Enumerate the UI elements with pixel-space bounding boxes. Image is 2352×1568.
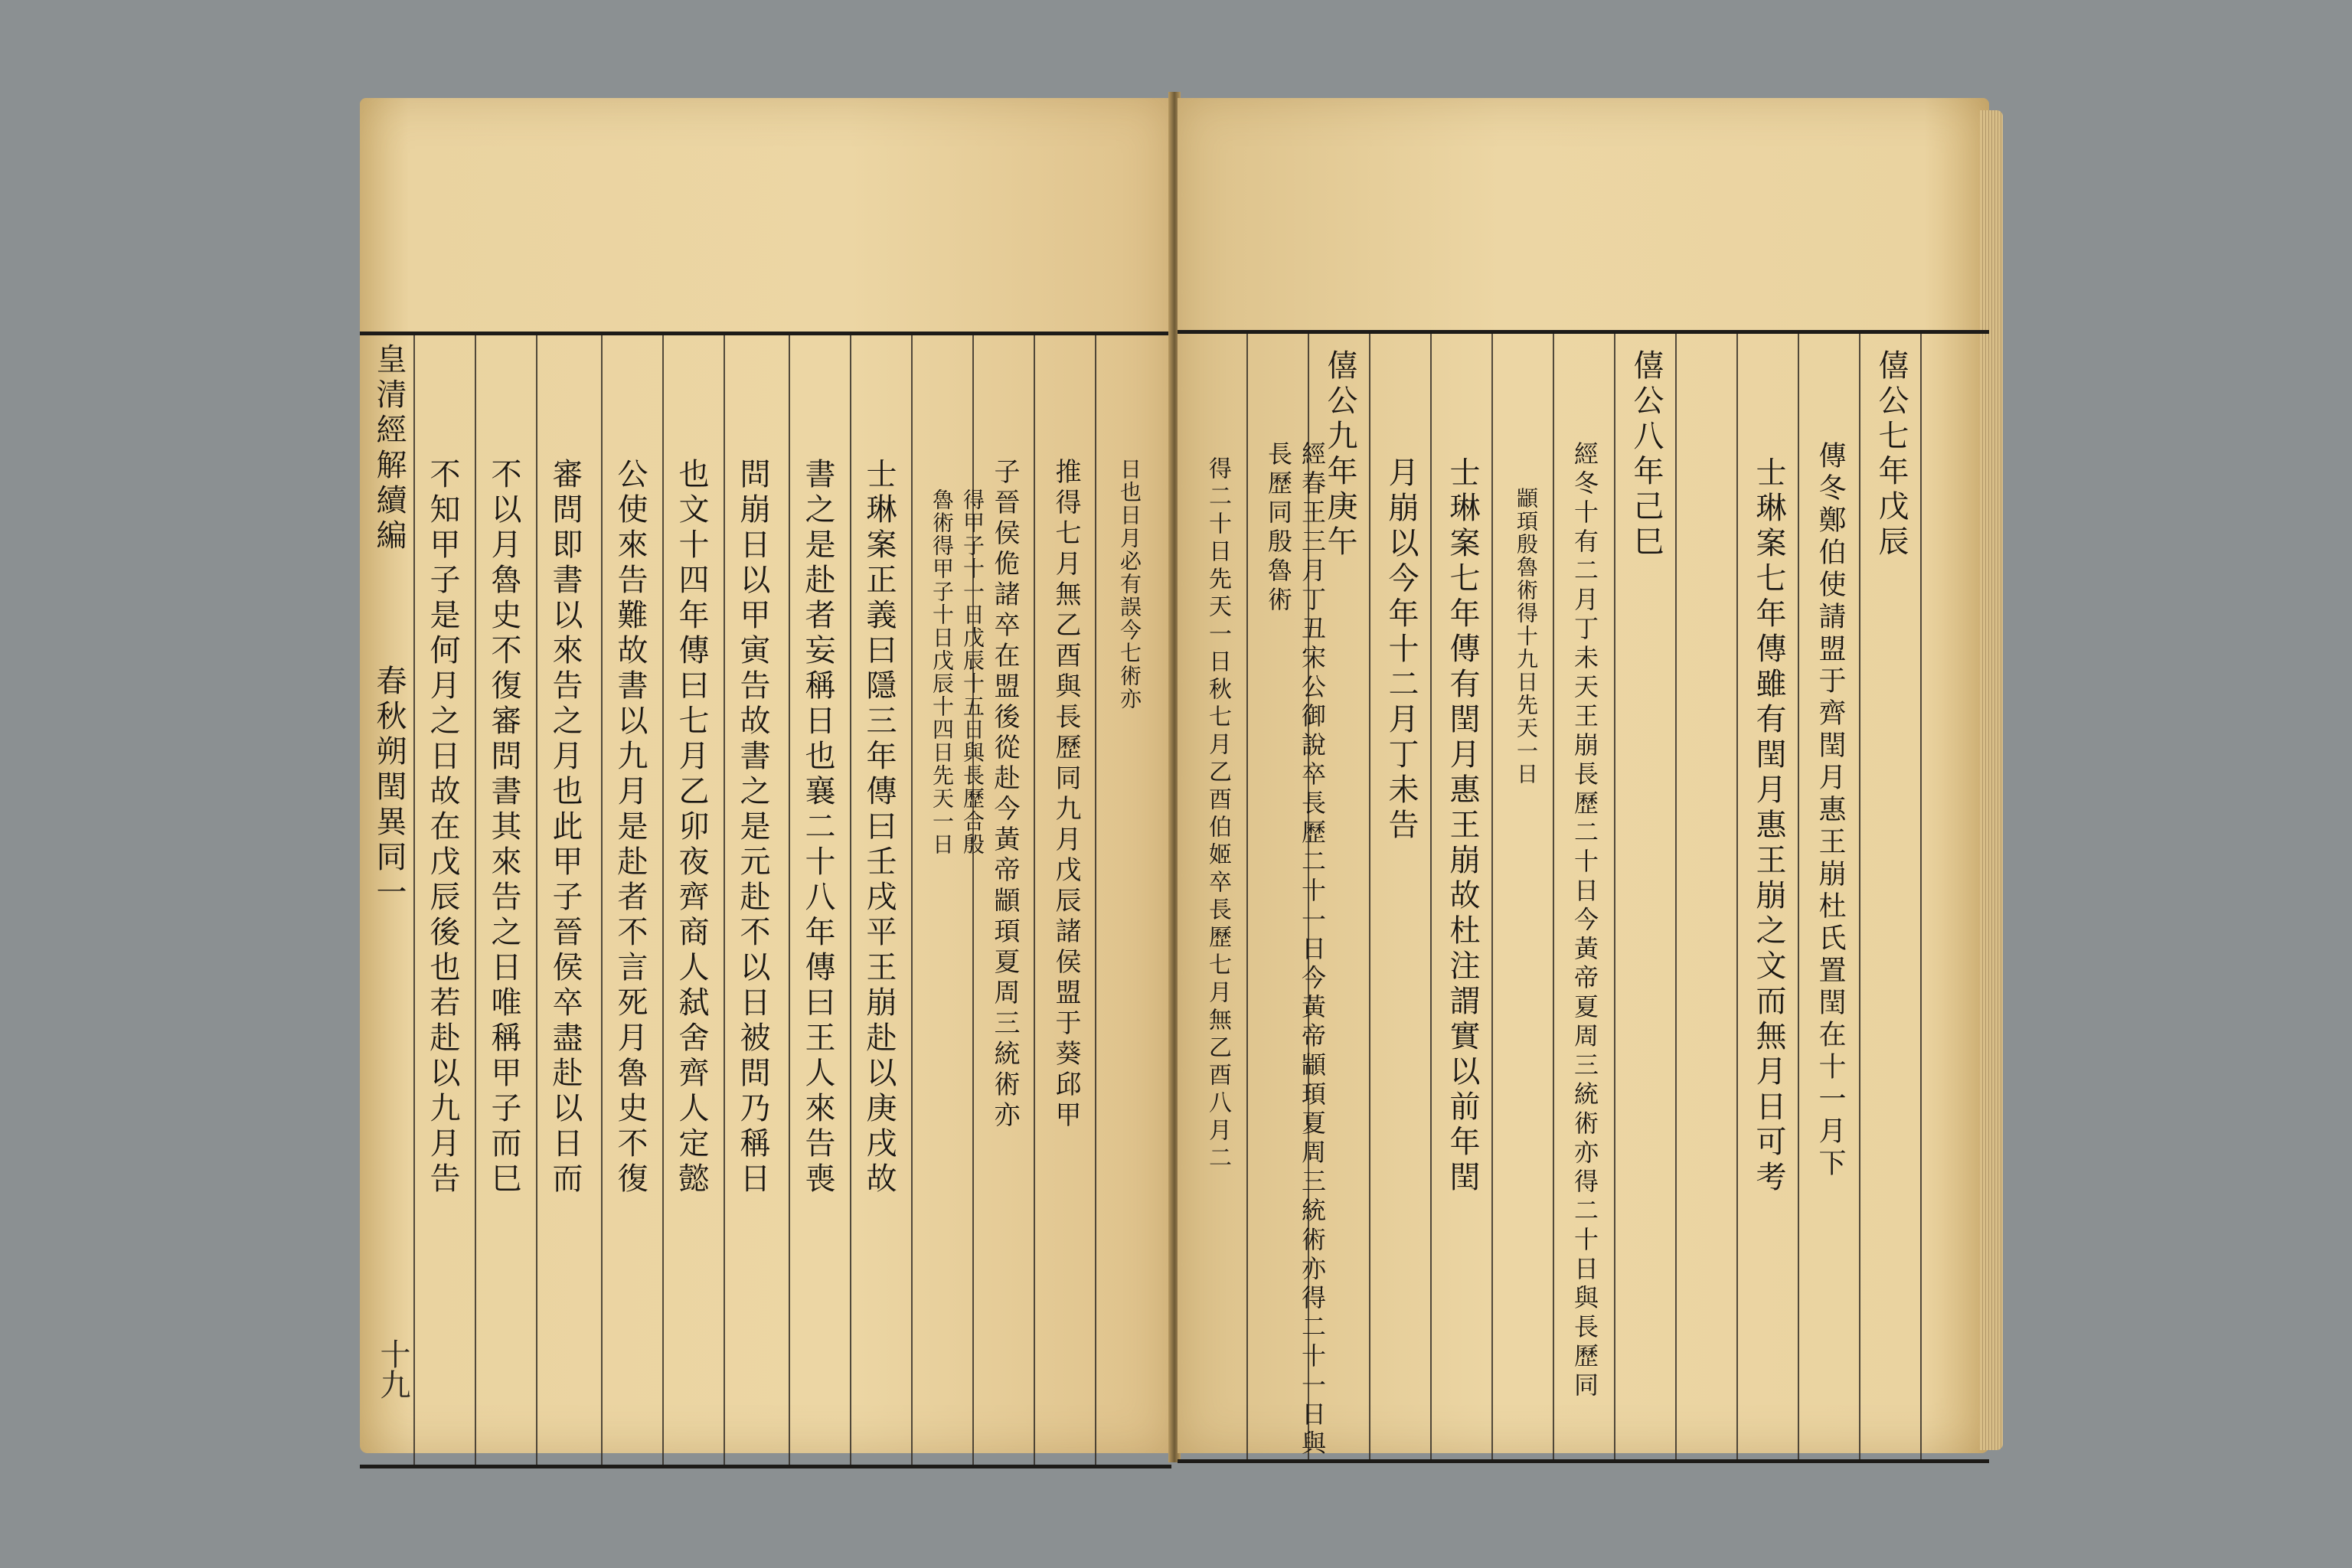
left-column-2: 不以月魯史不復審問書其來告之日唯稱甲子而巳 [486,458,521,1197]
left-column-13: 日也日月必有誤今七術亦 [1117,458,1142,710]
left-column-5: 也文十四年傳曰七月乙卯夜齊商人弑舍齊人定懿 [674,458,709,1197]
open-book [360,92,1998,1462]
right-column-11: 得二十日先天一日秋七月乙酉伯姬卒長歷七月無乙酉八月二 [1204,456,1231,1173]
section-title: 春秋朔閏異同一 [371,665,407,911]
right-column-3: 士琳案七年傳雖有閏月惠王崩之文而無月日可考 [1751,456,1786,1196]
right-column-7: 士琳案七年傳有閏月惠王崩故杜注謂實以前年閏 [1445,456,1480,1196]
right-page-frame [1178,330,1989,1463]
left-column-8: 士琳案正義曰隱三年傳曰壬戌平王崩赴以庚戌故 [861,458,897,1197]
right-column-10: 經春王三月丁丑宋公御說卒長歷二十一日今黃帝顓頊夏周三統術亦得二十一日與長歷同殷魯術 [1264,441,1327,1459]
page-number: 十九 [375,1338,410,1400]
left-column-6: 問崩日以甲寅告故書之是元赴不以日被問乃稱日 [735,458,770,1197]
left-column-7: 書之是赴者妄稱日也襄二十八年傳曰王人來告喪 [800,458,835,1197]
left-column-1: 不知甲子是何月之日故在戊辰後也若赴以九月告 [425,458,460,1197]
right-column-9: 僖公九年庚午 [1322,349,1357,560]
left-column-10: 得甲子十一日戊辰十五日與長歷合殷 [960,488,985,856]
left-column-4: 公使來告難故書以九月是赴者不言死月魯史不復 [612,458,648,1197]
right-column-4: 僖公八年己巳 [1628,349,1664,560]
running-title: 皇清經解續編 [371,343,407,554]
left-column-11: 子晉侯佹諸卒在盟後從赴今黃帝顓頊夏周三統術亦 [989,458,1020,1132]
right-column-1: 僖公七年戊辰 [1873,349,1909,560]
right-column-8: 月崩以今年十二月丁未告 [1383,456,1419,844]
left-page-frame [360,332,1171,1468]
left-column-12: 推得七月無乙酉與長歷同九月戊辰諸侯盟于葵邱甲 [1050,458,1081,1132]
right-page [1178,98,1989,1459]
right-column-6: 顓頊殷魯術得十九日先天一日 [1514,487,1539,786]
left-column-3: 審問即書以來告之月也此甲子晉侯卒盡赴以日而 [547,458,583,1197]
right-column-2: 傳冬鄭伯使請盟于齊閏月惠王崩杜氏置閏在十一月下 [1815,441,1846,1181]
left-column-9: 魯術得甲子十日戊辰十四日先天一日 [929,488,955,856]
right-column-5: 經冬十有二月丁未天王崩長歷二十日今黃帝夏周三統術亦得二十日與長歷同 [1570,441,1599,1401]
left-page [360,98,1171,1453]
